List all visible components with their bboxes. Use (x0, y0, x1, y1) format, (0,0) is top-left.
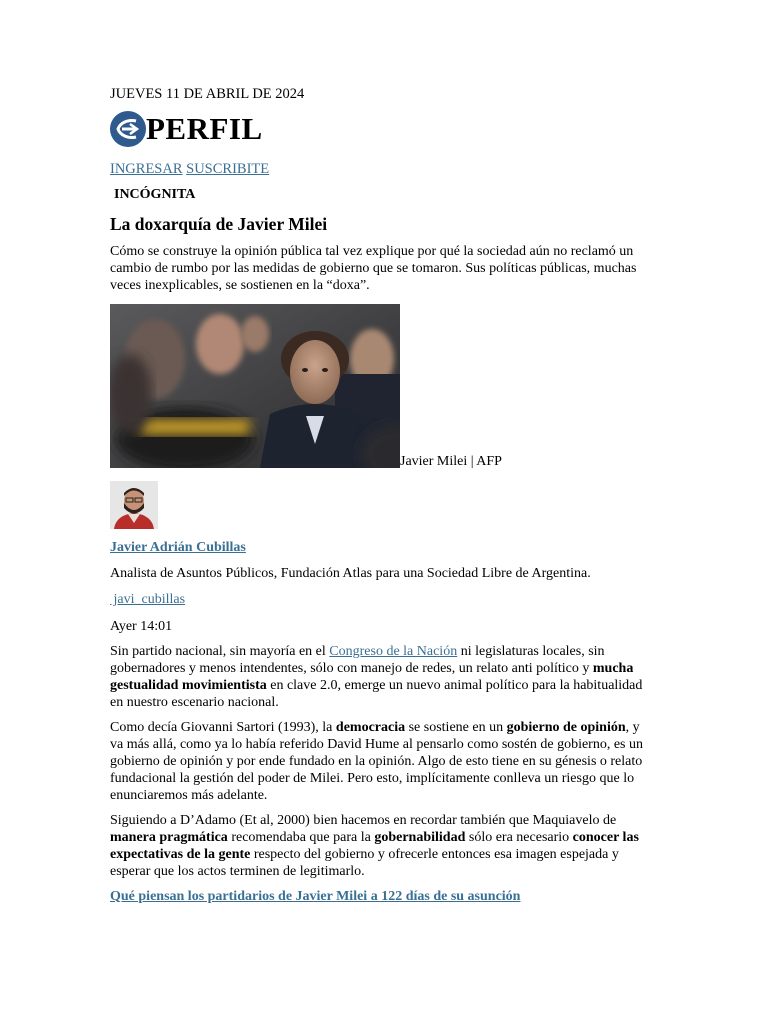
related-article-link[interactable]: Qué piensan los partidarios de Javier Milei a 122 días de su asunción (110, 889, 521, 904)
paragraph-text: , y va más allá, como ya lo había referido David Hume al pensarlo como sostén de gobierno, es un gobierno de opinión y por ende fundado en la opinión. Algo de esto tiene en su génesis o relato fundacional la gestión del poder de Milei. Pero esto, implícitamente conlleva un riesgo que lo enunciaremos más adelante. (110, 720, 644, 803)
login-link[interactable]: INGRESAR (110, 161, 183, 177)
article-lede: Cómo se construye la opinión pública tal vez explique por qué la sociedad aún no reclamó un cambio de rumbo por las medidas de gobierno que se tomaron. Sus políticas públicas, muchas veces inexplicables, se sostienen en la “doxa”. (110, 244, 637, 293)
paragraph-text: recomendaba que para la (227, 830, 375, 845)
author-bio: Analista de Asuntos Públicos, Fundación Atlas para una Sociedad Libre de Argentina. (110, 566, 591, 581)
paragraph-text: Sin partido nacional, sin mayoría en el (110, 644, 330, 659)
author-name-link[interactable]: Javier Adrián Cubillas (110, 540, 246, 555)
paragraph-bold-text: mucha gestualidad movimientista (110, 661, 634, 693)
perfil-logo[interactable] (110, 110, 263, 148)
paragraph-bold-text: conocer las expectativas de la gente (110, 830, 639, 862)
article-title: La doxarquía de Javier Milei (110, 214, 328, 234)
article-paragraph-1 (110, 643, 655, 711)
author-social-handle-link[interactable]: javi_cubillas (110, 592, 186, 607)
article-figure (110, 304, 502, 468)
article-photo (110, 304, 400, 468)
paragraph-text: respecto del gobierno y ofrecerle entonces esa imagen espejada y esperar que los actos terminen de legitimarlo. (110, 847, 619, 879)
paragraph-text: en clave 2.0, emerge un nuevo animal político para la habitualidad en nuestro escenario nacional. (110, 678, 643, 710)
paragraph-bold-text: democracia (335, 720, 406, 735)
paragraph-text: sólo era necesario (465, 830, 573, 845)
perfil-logo-icon (110, 111, 146, 147)
subscribe-link[interactable]: SUSCRIBITE (186, 161, 270, 177)
paragraph-text: se sostiene en un (405, 720, 507, 735)
paragraph-text: ni legislaturas locales, sin gobernadores y menos intendentes, sólo con manejo de redes, un relato anti político y (110, 644, 605, 676)
publish-time: Ayer 14:01 (110, 619, 173, 634)
article-paragraph-3 (110, 812, 655, 880)
perfil-logo-text: PERFIL (146, 111, 263, 146)
section-label: INCÓGNITA (114, 187, 196, 202)
author-avatar (110, 481, 158, 529)
paragraph-text: Como decía Giovanni Sartori (1993), la (110, 720, 336, 735)
congreso-link[interactable]: Congreso de la Nación (329, 644, 458, 659)
photo-caption: Javier Milei | AFP (400, 454, 502, 469)
current-date: JUEVES 11 DE ABRIL DE 2024 (110, 86, 305, 102)
paragraph-text: Siguiendo a D’Adamo (Et al, 2000) bien hacemos en recordar también que Maquiavelo de (110, 813, 617, 828)
article-paragraph-2 (110, 719, 655, 804)
paragraph-bold-text: gobierno de opinión (506, 720, 626, 735)
paragraph-bold-text: manera pragmática (110, 830, 228, 845)
auth-links (110, 160, 269, 178)
paragraph-bold-text: gobernabilidad (374, 830, 466, 845)
